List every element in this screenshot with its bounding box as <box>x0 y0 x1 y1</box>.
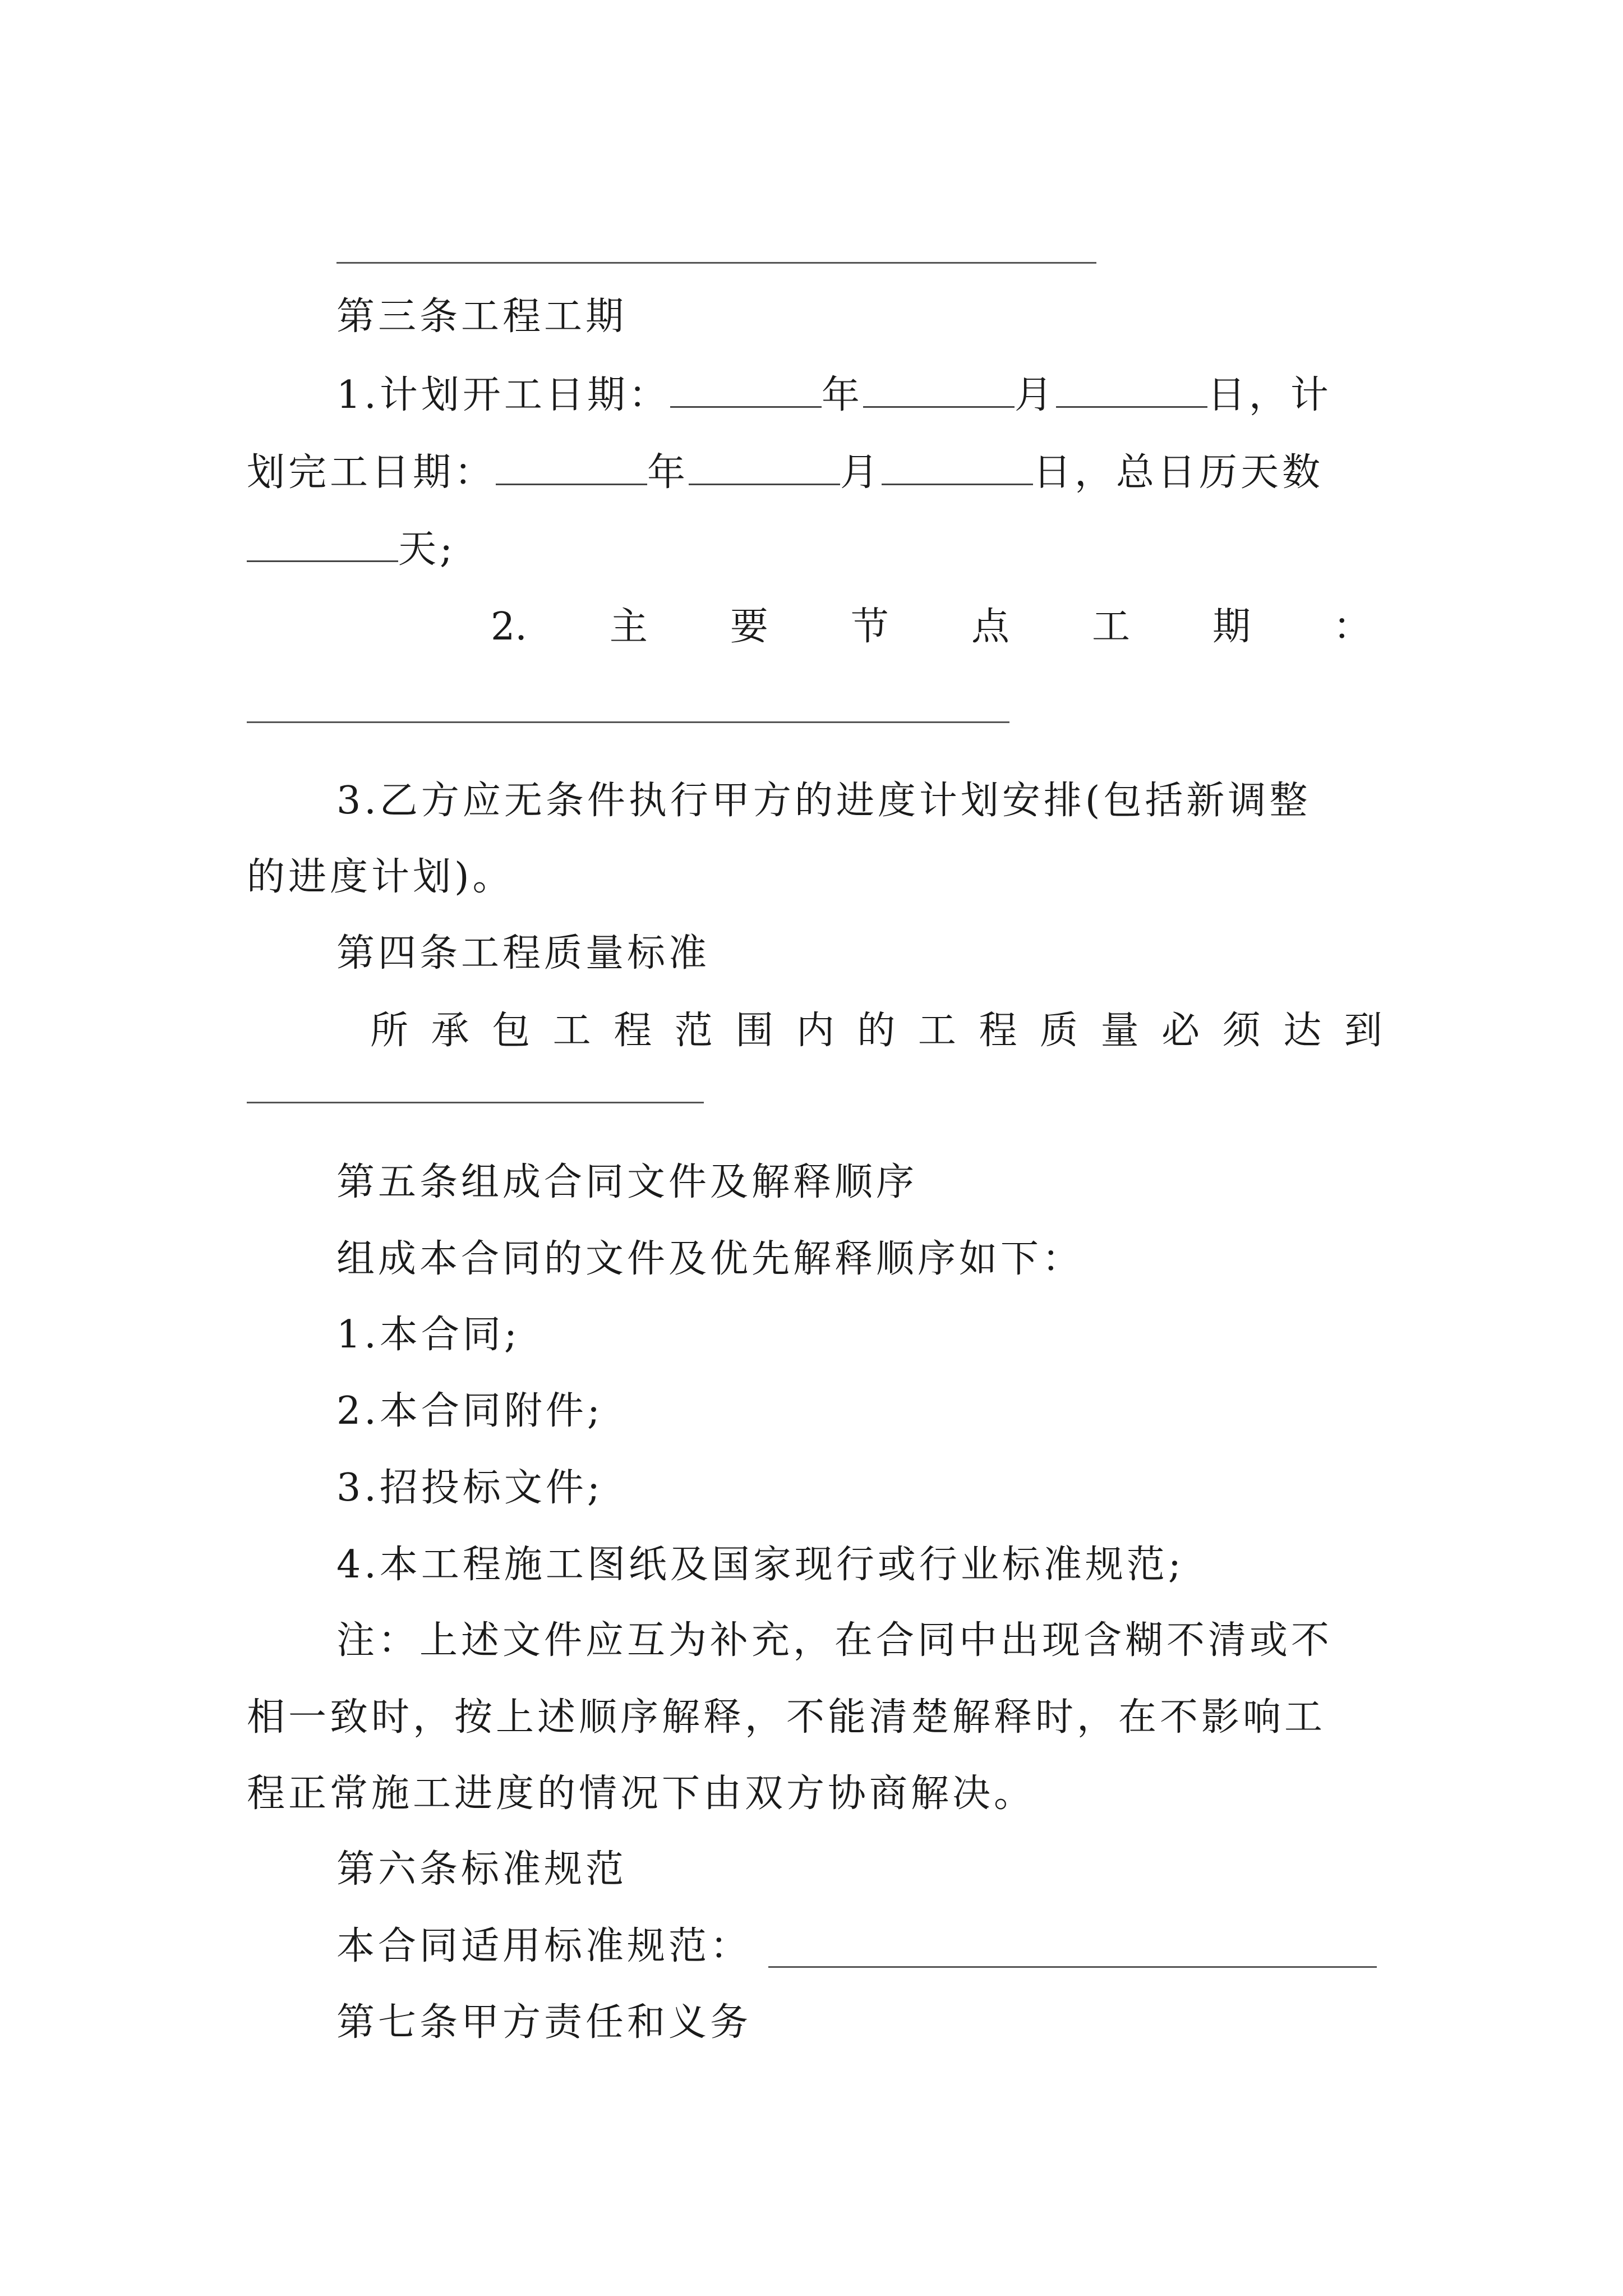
blank-line <box>863 406 1015 408</box>
article-5-intro: 组成本合同的文件及优先解释顺序如下： <box>336 1237 1084 1281</box>
blank-line <box>882 484 1033 485</box>
note-line-2: 相一致时，按上述顺序解释，不能清楚解释时，在不影响工 <box>247 1695 1326 1740</box>
planned-start-line: 1.计划开工日期： 年 月 日，计 <box>336 373 1332 417</box>
article-4-heading: 第四条工程质量标准 <box>336 931 711 976</box>
milestone-line: 2. 主 要 节 点 工 期 ： <box>491 605 1371 649</box>
blank-line <box>768 1966 1377 1968</box>
blank-line <box>247 1102 704 1103</box>
list-item: 4.本工程施工图纸及国家现行或行业标准规范; <box>336 1543 1184 1587</box>
note-line-1: 注：上述文件应互为补充，在合同中出现含糊不清或不 <box>336 1618 1333 1663</box>
total-days-line: 天; <box>247 527 456 572</box>
blank-line <box>1056 406 1207 408</box>
planned-finish-line: 划完工日期： 年 月 日，总日历天数 <box>247 450 1324 495</box>
list-item: 3.招投标文件; <box>336 1466 603 1510</box>
list-item: 2.本合同附件; <box>336 1389 603 1433</box>
blank-line <box>496 484 647 485</box>
schedule-clause: 3.乙方应无条件执行甲方的进度计划安排(包括新调整 <box>336 779 1311 823</box>
blank-line <box>336 262 1096 264</box>
note-line-3: 程正常施工进度的情况下由双方协商解决。 <box>247 1772 1036 1816</box>
blank-line <box>247 560 398 562</box>
article-6-line: 本合同适用标准规范： <box>336 1924 752 1968</box>
article-3-heading: 第三条工程工期 <box>336 295 628 339</box>
quality-line: 所 承 包 工 程 范 围 内 的 工 程 质 量 必 须 达 到 <box>370 1009 1382 1053</box>
blank-line <box>670 406 822 408</box>
article-7-heading: 第七条甲方责任和义务 <box>336 2000 752 2045</box>
blank-line <box>689 484 840 485</box>
article-5-heading: 第五条组成合同文件及解释顺序 <box>336 1160 918 1204</box>
article-6-heading: 第六条标准规范 <box>336 1847 628 1892</box>
blank-line <box>247 721 1009 723</box>
list-item: 1.本合同; <box>336 1313 520 1357</box>
schedule-clause-cont: 的进度计划)。 <box>247 855 514 899</box>
